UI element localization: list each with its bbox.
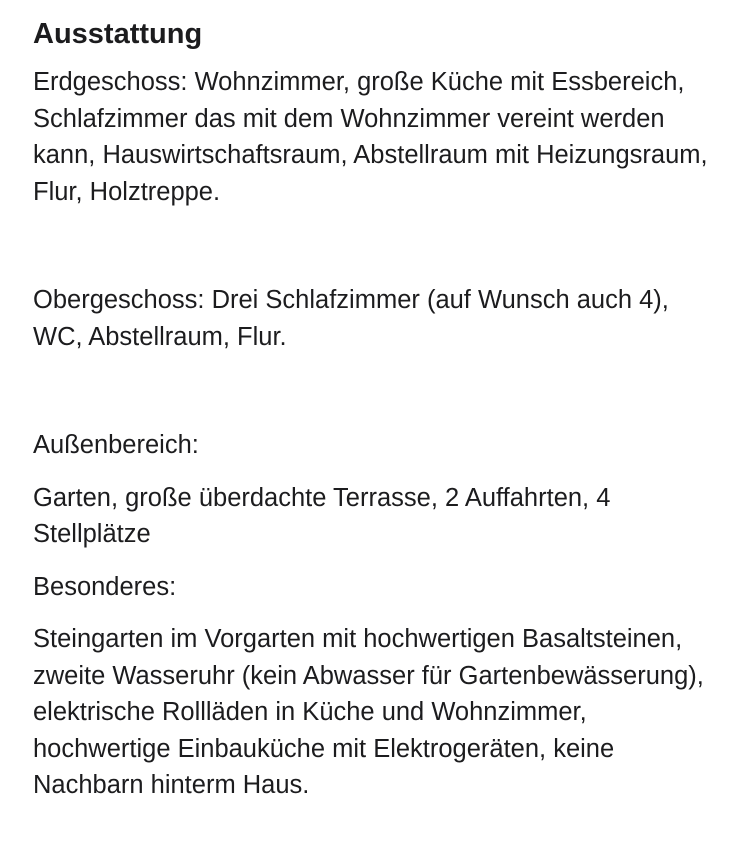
equipment-section [33,14,723,804]
special-features-label: Besonderes: [33,572,177,601]
upper-floor-description: Obergeschoss: Drei Schlafzimmer (auf Wunsch auch 4), WC, Abstellraum, Flur. [33,286,669,351]
outdoor-area-label: Außenbereich: [33,431,199,459]
ground-floor-description: Erdgeschoss: Wohnzimmer, große Küche mit Essbereich, Schlafzimmer das mit dem Wohnzimmer vereint werden kann, Hauswirtschaftsraum, Abstellraum mit Heizungsraum, Flur, Holztreppe. [33,68,708,206]
special-features-description: Steingarten im Vorgarten mit hochwertigen Basaltsteinen, zweite Wasseruhr (kein Abwasser für Gartenbewässerung), elektrische Rollläden in Küche und Wohnzimmer, hochwertige Einbauküche mit Elektrogeräten, keine Nachbarn hinterm Haus. [33,625,704,799]
outdoor-area-description: Garten, große überdachte Terrasse, 2 Auffahrten, 4 Stellplätze [33,483,611,548]
section-heading: Ausstattung [33,18,203,50]
